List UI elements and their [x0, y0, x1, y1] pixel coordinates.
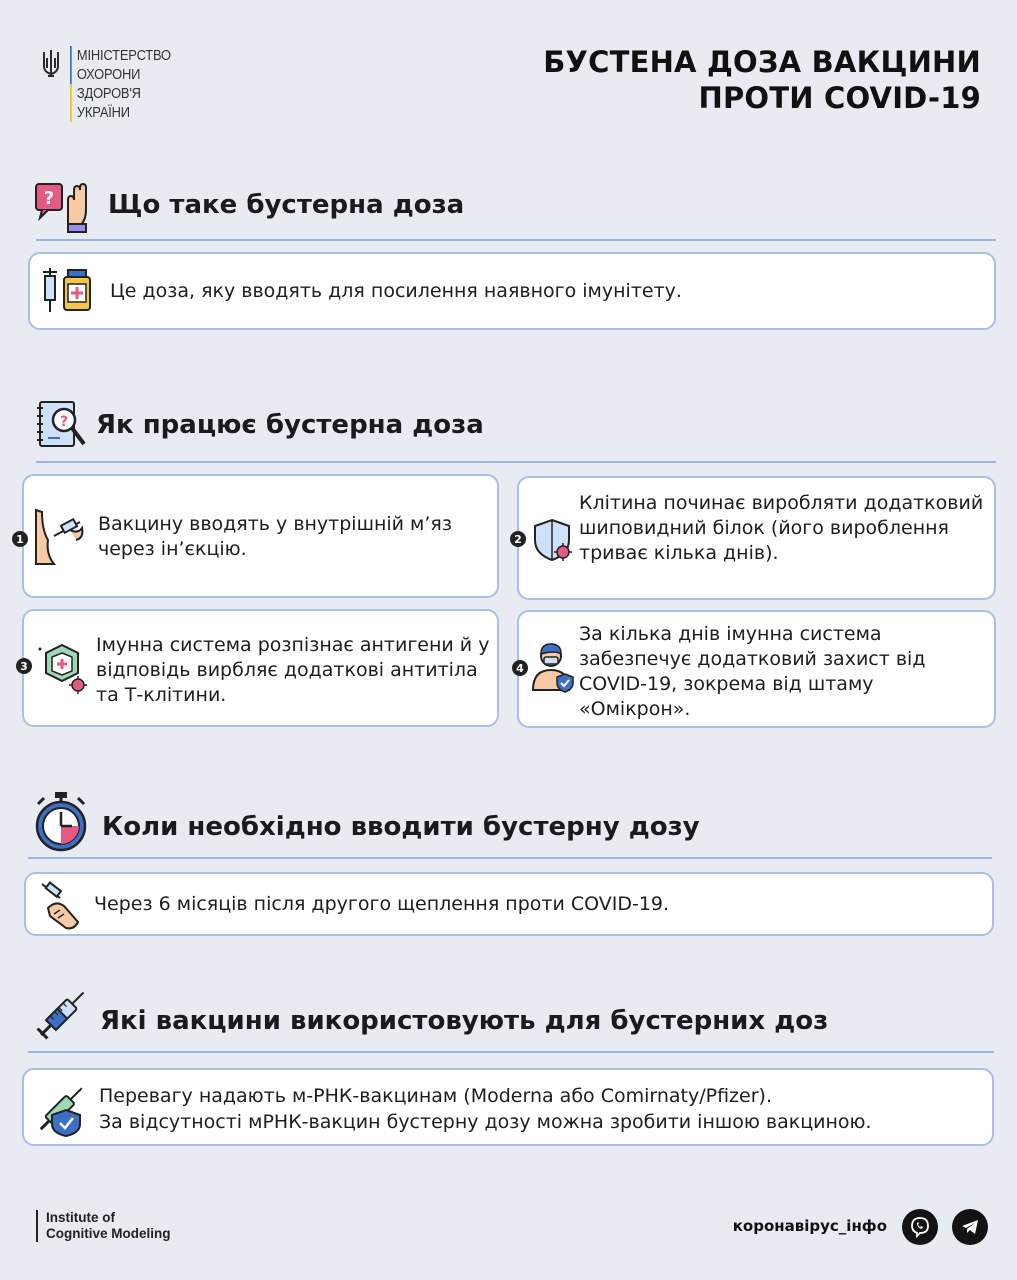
step-text-2: Клітина починає виробляти додатковий шиповидний білок (його вироблення триває кілька днів). [579, 492, 984, 564]
svg-text:?: ? [59, 414, 69, 430]
shield-virus-icon [529, 516, 575, 564]
step-number-3: 3 [16, 658, 32, 674]
section3-divider [28, 857, 992, 859]
syringe-icon [32, 982, 94, 1044]
section4-card [22, 1068, 994, 1146]
section1-card [28, 252, 996, 330]
viber-button[interactable] [902, 1209, 938, 1245]
injection-arm-icon [32, 508, 88, 566]
svg-text:?: ? [43, 188, 55, 209]
step-card-1 [16, 474, 499, 598]
institute-line-1: Institute of [46, 1210, 115, 1225]
step-text-4: За кілька днів імунна система забезпечує додатковий захист від COVID-19, зокрема від штаму «Омікрон». [579, 623, 926, 720]
ministry-line-2: ОХОРОНИ [70, 65, 171, 84]
section4-text-line1: Перевагу надають м-РНК-вакцинам (Moderna або Comirnaty/Pfizer). [99, 1085, 772, 1107]
syringe-vial-icon [40, 264, 96, 316]
trident-icon [40, 48, 62, 80]
stopwatch-icon [32, 790, 90, 852]
section1-divider [36, 239, 996, 241]
telegram-icon [959, 1216, 981, 1238]
viber-icon [909, 1216, 931, 1238]
section4-divider [28, 1051, 994, 1053]
immune-shield-icon [36, 639, 94, 699]
document-title [543, 44, 981, 116]
step-card-3 [22, 609, 499, 727]
step-text-3: Імунна система розпізнає антигени й у відповідь вирбляє додаткові антитіла та Т-клітини. [96, 634, 490, 706]
step-number-1: 1 [12, 531, 28, 547]
ministry-line-3: ЗДОРОВ'Я [70, 84, 171, 103]
telegram-button[interactable] [952, 1209, 988, 1245]
social-handle: коронавірус_інфо [732, 1217, 887, 1235]
ministry-logo [40, 46, 187, 122]
step-text-1: Вакцину вводять у внутрішній м’яз через ін’єкцію. [98, 513, 452, 560]
protected-person-icon [531, 640, 577, 694]
section3-heading: Коли необхідно вводити бустерну дозу [102, 812, 700, 842]
title-line-2: ПРОТИ COVID-19 [698, 81, 981, 115]
section2-divider [36, 461, 996, 463]
section1-text: Це доза, яку вводять для посилення наявного імунітету. [110, 280, 682, 302]
ministry-line-4: УКРАЇНИ [70, 103, 171, 122]
vaccine-shield-icon [32, 1078, 92, 1138]
section3-card [24, 872, 994, 936]
institute-line-2: Cognitive Modeling [46, 1226, 171, 1241]
institute-logo [36, 1210, 171, 1242]
step-card-2 [514, 476, 996, 600]
question-hand-icon [34, 180, 92, 234]
title-line-1: БУСТЕНА ДОЗА ВАКЦИНИ [543, 45, 981, 79]
ministry-line-1: МІНІСТЕРСТВО [70, 46, 171, 65]
section1-heading: Що таке бустерна доза [108, 190, 465, 220]
step-card-4 [517, 610, 996, 728]
section2-heading: Як працює бустерна доза [96, 410, 484, 440]
section3-text: Через 6 місяців після другого щеплення проти COVID-19. [94, 893, 670, 915]
step-number-4: 4 [512, 660, 528, 676]
notebook-magnifier-icon [34, 398, 90, 452]
section4-text-line2: За відсутності мРНК-вакцин бустерну дозу можна зробити іншою вакциною. [99, 1111, 872, 1133]
vaccination-hand-icon [38, 878, 84, 932]
step-number-2: 2 [510, 531, 526, 547]
section4-heading: Які вакцини використовують для бустерних доз [100, 1006, 829, 1036]
